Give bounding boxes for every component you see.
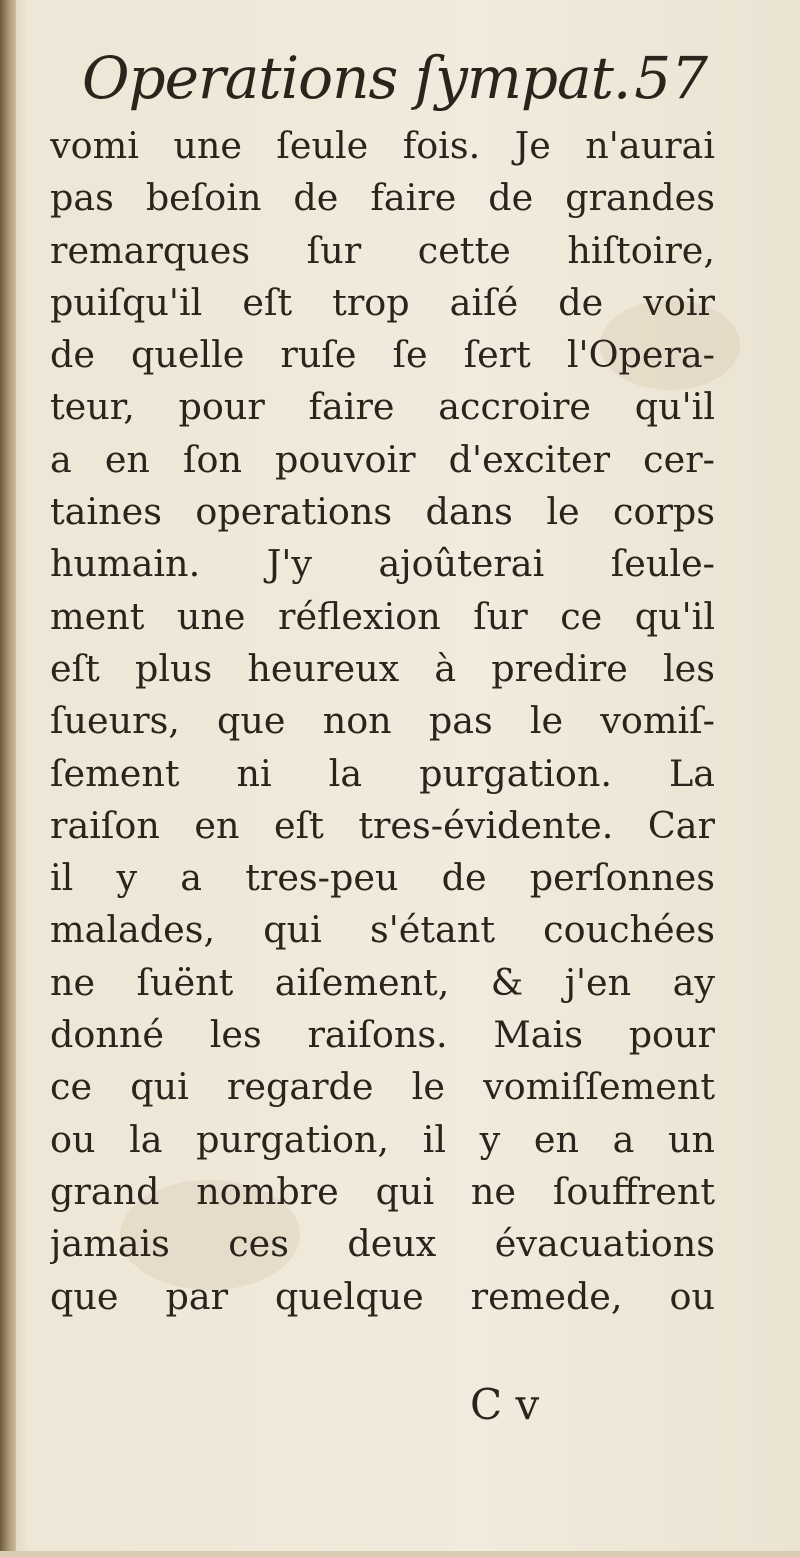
book-spine-shadow — [0, 0, 16, 1557]
body-text — [50, 120, 715, 1323]
text-line: taines operations dans le corps — [50, 490, 715, 534]
text-line: raiſon en eſt tres-évidente. Car — [50, 803, 715, 847]
text-line: ſement ni la purgation. La — [50, 751, 715, 795]
text-line: jamais ces deux évacuations — [50, 1222, 715, 1266]
text-line: ſueurs, que non pas le vomiſ- — [50, 699, 715, 743]
running-title: Operations ſympat. — [82, 44, 631, 112]
text-line: ou la purgation, il y en a un — [50, 1117, 715, 1161]
text-line: a en ſon pouvoir d'exciter cer- — [50, 437, 715, 481]
page-number: 57 — [634, 44, 708, 112]
page-header — [82, 38, 722, 118]
text-line: il y a tres-peu de perſonnes — [50, 856, 715, 900]
text-line: malades, qui s'étant couchées — [50, 908, 715, 952]
text-line: teur, pour faire accroire qu'il — [50, 385, 715, 429]
text-line: ment une réflexion ſur ce qu'il — [50, 594, 715, 638]
signature-mark: C v — [470, 1380, 540, 1429]
text-line: ne ſuënt aiſement, & j'en ay — [50, 960, 715, 1004]
text-line: humain. J'y ajoûterai ſeule- — [50, 542, 715, 586]
text-line: eſt plus heureux à predire les — [50, 646, 715, 690]
text-line: remarques ſur cette hiſtoire, — [50, 228, 715, 272]
text-line: puiſqu'il eſt trop aiſé de voir — [50, 280, 715, 324]
text-line: grand nombre qui ne ſouffrent — [50, 1169, 715, 1213]
text-line: que par quelque remede, ou — [50, 1274, 715, 1318]
text-line: pas beſoin de faire de grandes — [50, 176, 715, 220]
text-line: de quelle ruſe ſe ſert l'Opera- — [50, 333, 715, 377]
text-line: vomi une ſeule fois. Je n'aurai — [50, 124, 715, 167]
text-line: donné les raiſons. Mais pour — [50, 1013, 715, 1057]
page-bottom-edge — [0, 1551, 800, 1557]
text-line: ce qui regarde le vomiſſement — [50, 1065, 715, 1109]
